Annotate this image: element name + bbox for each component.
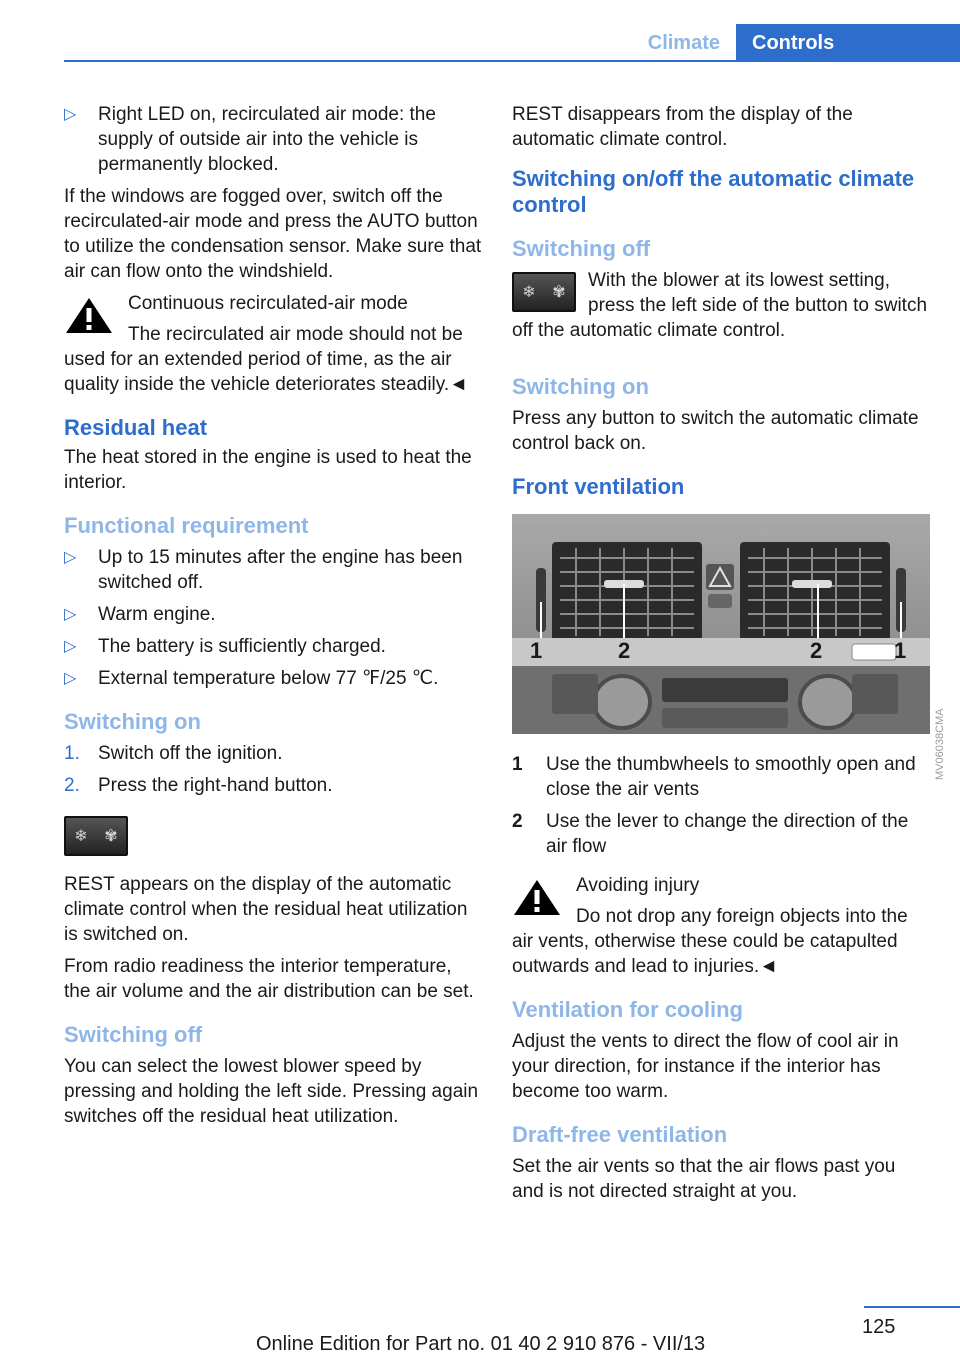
bullet-triangle-icon: ▷ [64,638,77,655]
switch-on-text: Press any button to switch the automatic climate control back on. [512,408,919,454]
fogged-paragraph: If the windows are fogged over, switch off the recirculated-air mode and press the AUTO button to utilize the condensation sensor. Make sure that air can flow onto the windshield. [64,186,482,282]
bullet-triangle-icon: ▷ [64,606,77,623]
fan-low-icon: ❄ [522,283,536,301]
fan-low-icon: ❄ [74,827,88,845]
callout-2-right: 2 [810,638,823,663]
fan-high-icon: ✾ [552,283,566,301]
warning-text: The recirculated air mode should not be used for an extended period of time, as the air quality inside the vehicle deteriorates steadily.◄ [64,324,468,395]
heading-draft-free: Draft-free ventilation [512,1122,728,1147]
heading-functional-requirement: Functional requirement [64,513,309,538]
figure-code: MV06038CMA [934,708,946,780]
list-item: ▷ Right LED on, recirculated air mode: the supply of outside air into the vehicle is permanently blocked. [64,104,436,175]
radio-readiness-text: From radio readiness the interior temperature, the air volume and the air distribution can be set. [64,956,474,1002]
list-item: ▷ External temperature below 77 ℉/25 ℃. [64,668,439,689]
list-item: 1 Use the thumbwheels to smoothly open and close the air vents [512,754,916,800]
list-item: ▷ Up to 15 minutes after the engine has been switched off. [64,547,463,593]
fan-high-icon: ✾ [104,827,118,845]
warning-block [512,873,930,979]
draft-text: Set the air vents so that the air flows past you and is not directed straight at you. [512,1156,896,1202]
heading-switching-off: Switching off [64,1022,203,1047]
heading-switching-on: Switching on [64,709,201,734]
footer-rule [864,1306,960,1308]
rest-off-text: REST disappears from the display of the automatic climate control. [512,104,853,150]
residual-text: The heat stored in the engine is used to heat the interior. [64,447,472,493]
right-column [512,102,930,1211]
heading-ventilation-cooling: Ventilation for cooling [512,997,743,1022]
heading-auto-climate: Switching on/off the automatic climate control [512,166,915,217]
callout-1-left: 1 [530,638,543,663]
switch-off-block [512,268,930,350]
switch-off-text: With the blower at its lowest setting, press the left side of the button to switch off the automatic climate control. [512,270,928,341]
callout-1-right: 1 [894,638,907,663]
list-item: 2 Use the lever to change the direction of the air flow [512,811,909,857]
bullet-triangle-icon: ▷ [64,106,77,123]
warning-text: Do not drop any foreign objects into the air vents, otherwise these could be catapulted outwards and lead to injuries.◄ [512,906,908,977]
front-vent-figure [512,514,930,734]
heading-front-ventilation: Front ventilation [512,474,685,499]
func-list [64,545,482,691]
cooling-text: Adjust the vents to direct the flow of cool air in your direction, for instance if the interior has become too warm. [512,1031,899,1102]
heading-residual-heat: Residual heat [64,415,208,440]
switch-on-steps [64,741,482,798]
list-item: 1. Switch off the ignition. [64,743,283,764]
left-column [64,102,482,1136]
heading-switching-on: Switching on [512,374,649,399]
figure-legend [512,752,930,859]
warning-block [64,291,482,397]
list-item: 2. Press the right-hand button. [64,775,333,796]
blower-button-image [512,272,576,312]
heading-switching-off: Switching off [512,236,651,261]
list-item: ▷ The battery is sufficiently charged. [64,636,386,657]
warning-triangle-icon [64,295,114,335]
warning-triangle-icon [512,877,562,917]
page-number: 125 [862,1316,896,1338]
bullet-triangle-icon: ▷ [64,670,77,687]
warning-title: Continuous recirculated-air mode [128,293,408,314]
vent-illustration [512,514,930,734]
header-section-tab: Climate [647,32,720,54]
list-item: ▷ Warm engine. [64,604,216,625]
header-chapter-tab: Controls [736,24,960,62]
rest-on-text: REST appears on the display of the automatic climate control when the residual heat utilization is switched on. [64,874,468,945]
header-rule [64,60,960,62]
callout-2-left: 2 [618,638,631,663]
bullet-triangle-icon: ▷ [64,549,77,566]
switch-off-text: You can select the lowest blower speed by pressing and holding the left side. Pressing again switches off the residual heat utilization. [64,1056,479,1127]
footer-edition: Online Edition for Part no. 01 40 2 910 876 - VII/13 [256,1333,706,1355]
rest-button-image [64,816,128,856]
recirc-list [64,102,482,177]
warning-title: Avoiding injury [576,875,700,896]
